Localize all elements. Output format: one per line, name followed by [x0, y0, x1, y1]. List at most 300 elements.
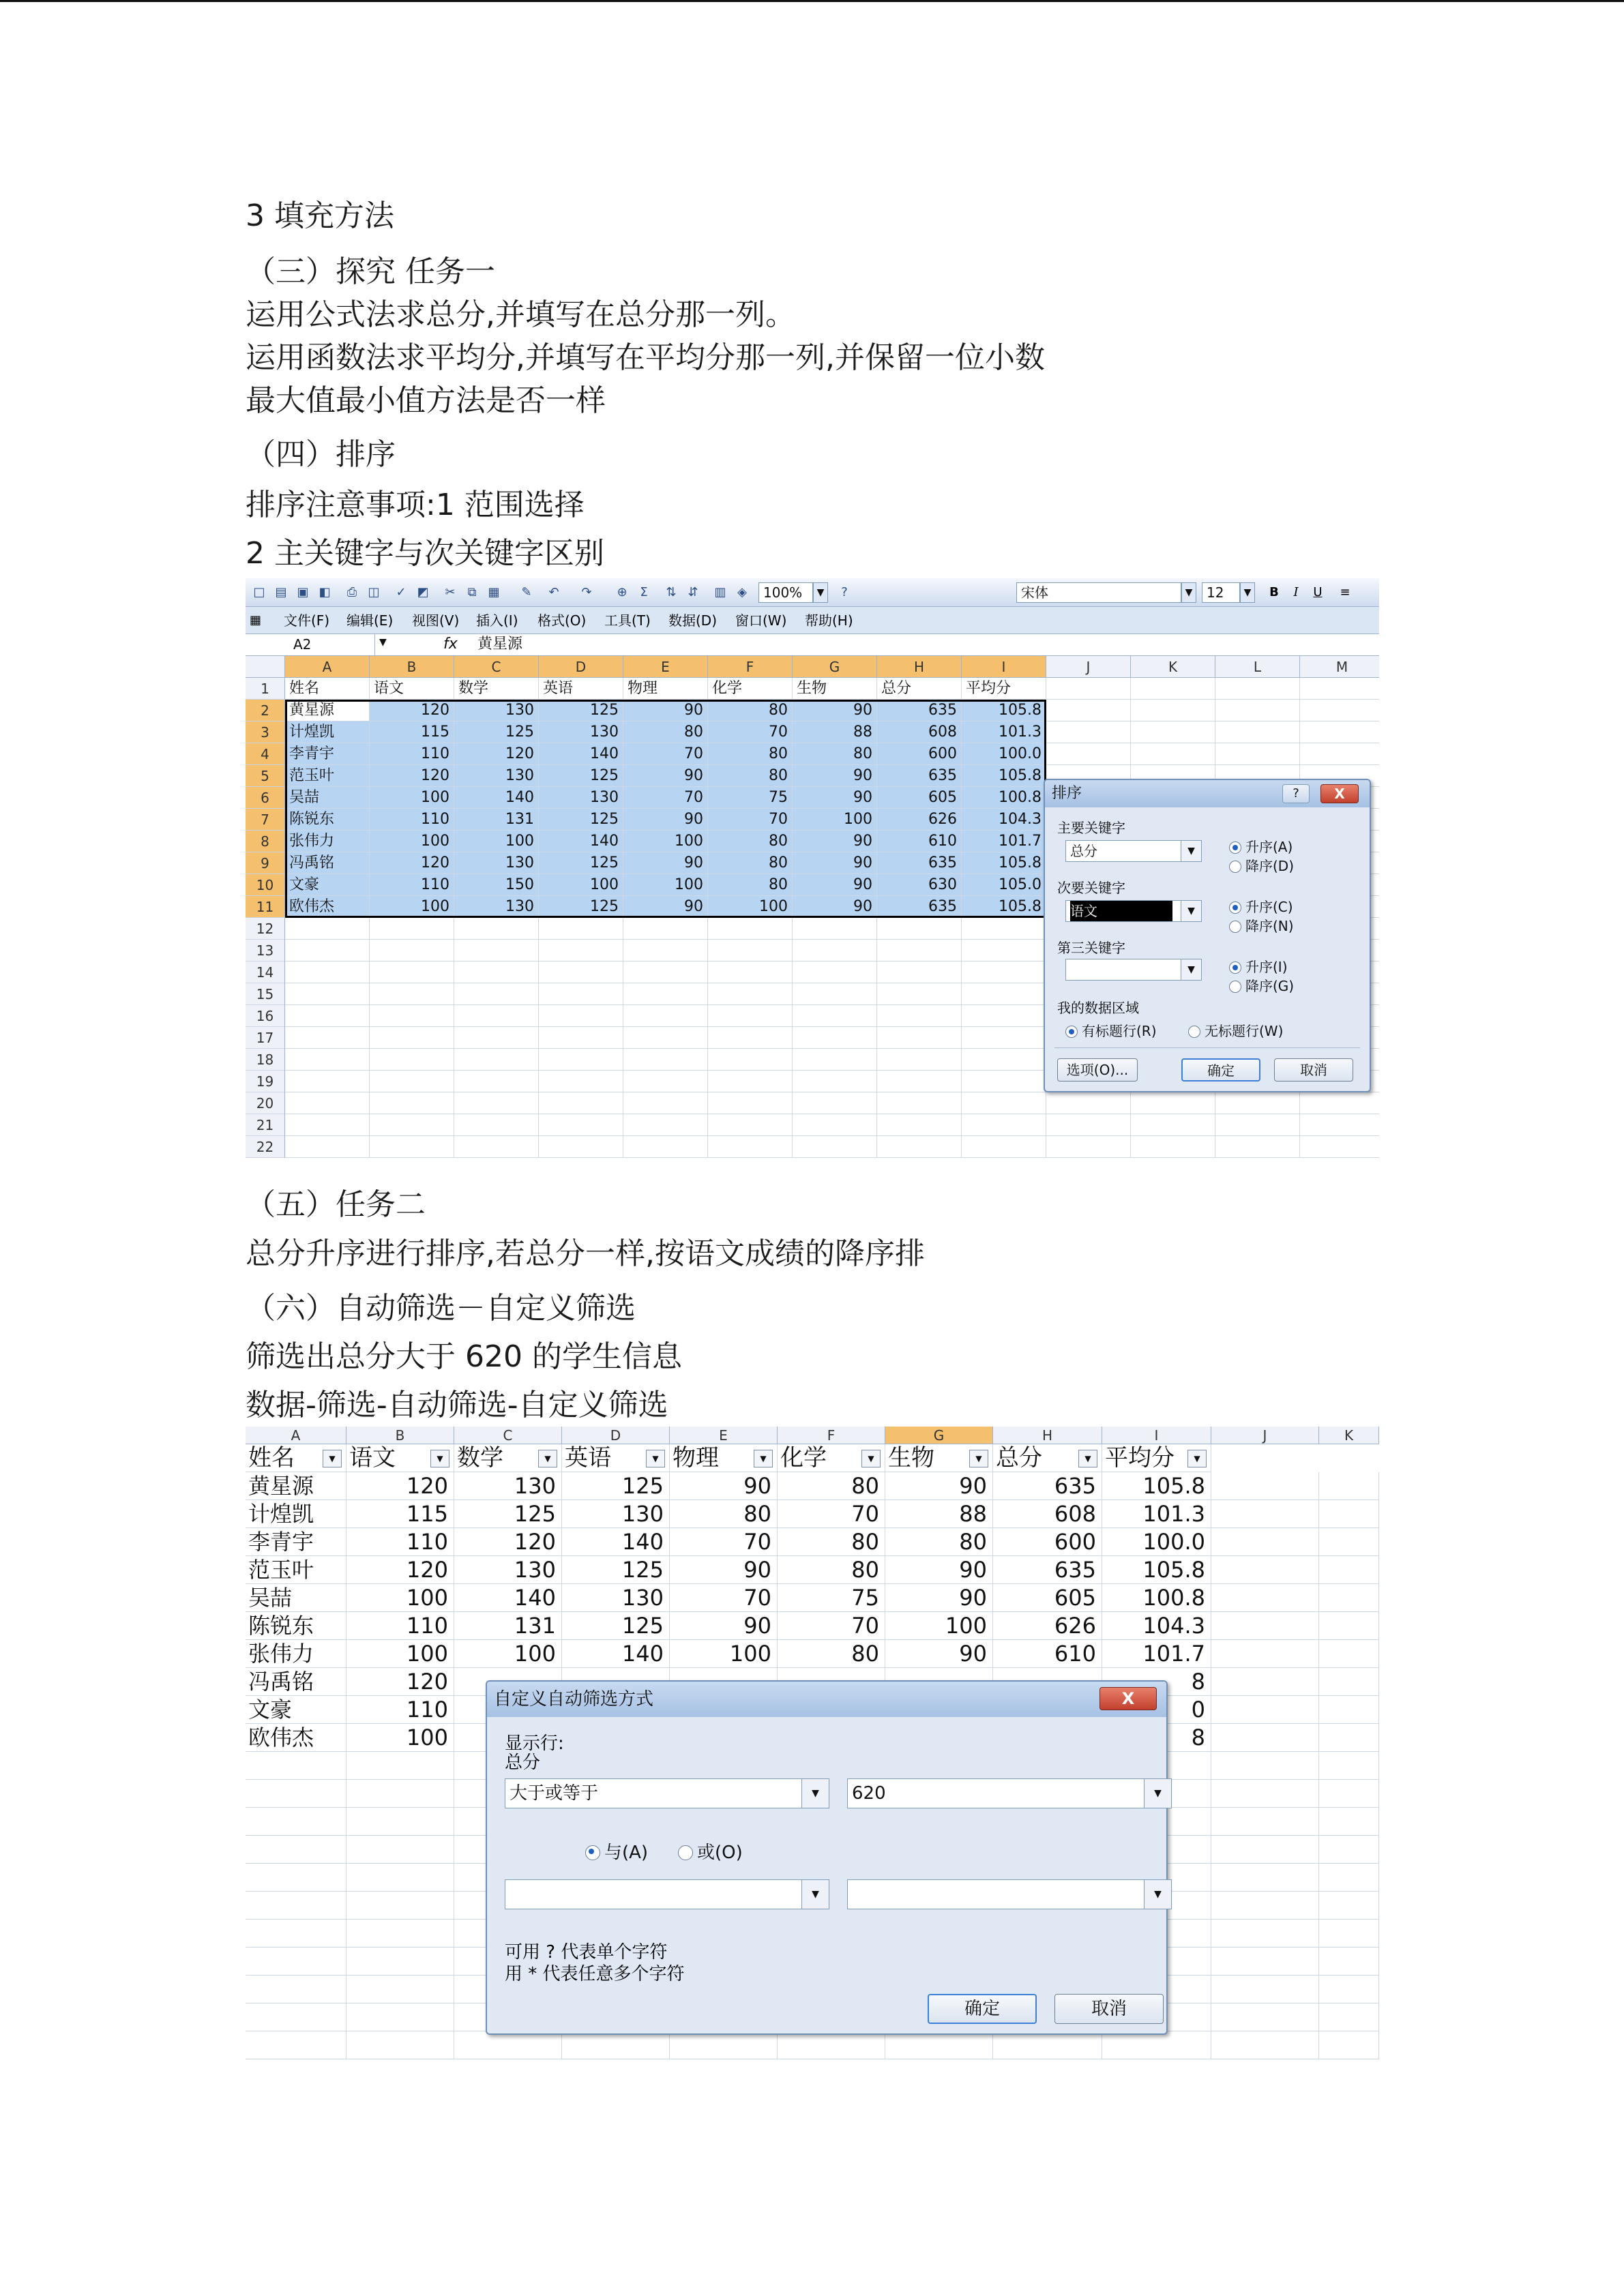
empty-cell[interactable] [708, 983, 793, 1005]
column-header-k[interactable]: K [1131, 656, 1215, 678]
menu-help[interactable]: 帮助(H) [805, 612, 853, 629]
data-cell[interactable]: 90 [670, 1612, 778, 1640]
data-cell[interactable]: 105.8 [962, 852, 1046, 874]
chevron-down-icon[interactable]: ▼ [1181, 959, 1201, 980]
data-cell[interactable]: 101.7 [962, 831, 1046, 852]
copy-icon[interactable]: ⧉ [467, 585, 477, 599]
empty-cell[interactable] [1211, 1920, 1319, 1948]
empty-cell[interactable] [1215, 700, 1300, 721]
data-cell[interactable]: 李青宇 [285, 743, 370, 765]
bold-button[interactable]: B [1269, 585, 1279, 599]
column-header-d[interactable]: D [562, 1427, 670, 1444]
empty-cell[interactable] [962, 1005, 1046, 1027]
help-icon[interactable]: ? [841, 585, 848, 599]
empty-cell[interactable] [1319, 1500, 1379, 1528]
empty-cell[interactable] [708, 1092, 793, 1114]
data-cell[interactable]: 0 [1102, 1696, 1211, 1724]
header-cell[interactable]: 数学 [454, 678, 539, 700]
data-cell[interactable]: 80 [670, 1500, 778, 1528]
data-cell[interactable]: 110 [346, 1528, 454, 1556]
secondary-desc-radio[interactable]: 降序(N) [1229, 918, 1294, 934]
empty-cell[interactable] [1211, 1584, 1319, 1612]
condition2-operator-select[interactable] [505, 1879, 829, 1909]
empty-cell[interactable] [793, 1092, 877, 1114]
empty-cell[interactable] [1211, 1808, 1319, 1836]
data-cell[interactable]: 125 [562, 1472, 670, 1500]
empty-cell[interactable] [1211, 2003, 1319, 2031]
empty-cell[interactable] [539, 918, 623, 940]
column-header-f[interactable]: F [708, 656, 793, 678]
column-header-e[interactable]: E [670, 1427, 778, 1444]
menu-window[interactable]: 窗口(W) [735, 612, 787, 629]
empty-cell[interactable] [1319, 1892, 1379, 1920]
font-dropdown[interactable]: ▼ [1181, 582, 1196, 603]
column-header-a[interactable]: A [285, 656, 370, 678]
header-cell[interactable]: 物理 [623, 678, 708, 700]
row-header[interactable]: 2 [246, 700, 285, 721]
data-cell[interactable]: 130 [562, 1584, 670, 1612]
spelling-icon[interactable]: ✓ [396, 585, 407, 599]
data-cell[interactable]: 600 [877, 743, 962, 765]
research-icon[interactable]: ◩ [417, 585, 429, 599]
data-cell[interactable]: 80 [708, 874, 793, 896]
data-cell[interactable]: 110 [370, 874, 454, 896]
data-cell[interactable]: 608 [993, 1500, 1102, 1528]
filter-header-cell[interactable] [670, 1444, 778, 1472]
print-icon[interactable]: ⎙ [346, 585, 357, 599]
empty-cell[interactable] [246, 1976, 346, 2003]
chevron-down-icon[interactable]: ▼ [1181, 901, 1201, 921]
filter-dropdown-icon[interactable]: ▼ [969, 1450, 988, 1467]
chevron-down-icon[interactable]: ▼ [1144, 1779, 1171, 1808]
data-cell[interactable]: 80 [708, 852, 793, 874]
data-cell[interactable]: 70 [778, 1500, 885, 1528]
empty-cell[interactable] [1131, 721, 1215, 743]
empty-cell[interactable] [993, 2031, 1102, 2059]
data-cell[interactable]: 626 [993, 1612, 1102, 1640]
empty-cell[interactable] [1046, 743, 1131, 765]
empty-cell[interactable] [623, 1092, 708, 1114]
data-cell[interactable]: 140 [454, 787, 539, 809]
header-cell[interactable]: 英语 [539, 678, 623, 700]
ok-button[interactable]: 确定 [928, 1994, 1037, 2024]
data-cell[interactable]: 140 [562, 1528, 670, 1556]
filter-dropdown-icon[interactable]: ▼ [1078, 1450, 1097, 1467]
data-cell[interactable]: 欧伟杰 [246, 1724, 346, 1752]
filter-header-cell[interactable] [562, 1444, 670, 1472]
empty-cell[interactable] [708, 1071, 793, 1092]
empty-cell[interactable] [778, 2031, 885, 2059]
data-cell[interactable]: 欧伟杰 [285, 896, 370, 918]
data-cell[interactable]: 608 [877, 721, 962, 743]
empty-cell[interactable] [285, 961, 370, 983]
data-cell[interactable]: 8 [1102, 1668, 1211, 1696]
empty-cell[interactable] [539, 1114, 623, 1136]
chevron-down-icon[interactable]: ▼ [801, 1779, 829, 1808]
data-cell[interactable]: 125 [454, 1500, 562, 1528]
chevron-down-icon[interactable]: ▼ [1144, 1880, 1171, 1909]
data-cell[interactable]: 140 [539, 831, 623, 852]
empty-cell[interactable] [793, 961, 877, 983]
empty-cell[interactable] [1046, 1136, 1131, 1158]
data-cell[interactable]: 80 [708, 765, 793, 787]
empty-cell[interactable] [1319, 1584, 1379, 1612]
empty-cell[interactable] [1300, 721, 1379, 743]
empty-cell[interactable] [623, 983, 708, 1005]
data-cell[interactable]: 131 [454, 809, 539, 831]
empty-cell[interactable] [285, 1071, 370, 1092]
data-cell[interactable]: 125 [539, 852, 623, 874]
data-cell[interactable]: 125 [539, 765, 623, 787]
empty-cell[interactable] [1300, 1092, 1379, 1114]
data-cell[interactable]: 70 [670, 1528, 778, 1556]
close-button[interactable]: X [1099, 1687, 1157, 1710]
or-radio[interactable]: 或(O) [678, 1843, 743, 1863]
format-painter-icon[interactable]: ✎ [521, 585, 532, 599]
data-cell[interactable]: 635 [877, 700, 962, 721]
empty-cell[interactable] [346, 1976, 454, 2003]
header-cell[interactable]: 化学 [708, 678, 793, 700]
empty-cell[interactable] [1102, 2031, 1211, 2059]
data-cell[interactable]: 130 [454, 852, 539, 874]
empty-cell[interactable] [539, 1092, 623, 1114]
empty-cell[interactable] [1131, 700, 1215, 721]
empty-cell[interactable] [877, 1092, 962, 1114]
column-header-c[interactable]: C [454, 656, 539, 678]
data-cell[interactable]: 80 [708, 743, 793, 765]
empty-cell[interactable] [708, 1114, 793, 1136]
italic-button[interactable]: I [1293, 585, 1299, 599]
font-size-box[interactable]: 12 [1202, 582, 1240, 603]
empty-cell[interactable] [1211, 1976, 1319, 2003]
empty-cell[interactable] [370, 1027, 454, 1049]
data-cell[interactable]: 100.0 [1102, 1528, 1211, 1556]
data-cell[interactable]: 80 [623, 721, 708, 743]
row-header[interactable]: 20 [246, 1092, 285, 1114]
data-cell[interactable]: 140 [562, 1640, 670, 1668]
data-cell[interactable]: 吴喆 [285, 787, 370, 809]
empty-cell[interactable] [962, 1027, 1046, 1049]
empty-cell[interactable] [539, 1027, 623, 1049]
column-header-f[interactable]: F [778, 1427, 885, 1444]
empty-cell[interactable] [877, 1136, 962, 1158]
data-cell[interactable]: 130 [454, 765, 539, 787]
filter-dropdown-icon[interactable]: ▼ [646, 1450, 665, 1467]
data-cell[interactable]: 90 [793, 852, 877, 874]
empty-cell[interactable] [962, 1071, 1046, 1092]
data-cell[interactable]: 100 [454, 831, 539, 852]
header-cell[interactable] [1131, 678, 1215, 700]
data-cell[interactable]: 90 [885, 1584, 993, 1612]
row-header[interactable]: 17 [246, 1027, 285, 1049]
data-cell[interactable]: 100 [793, 809, 877, 831]
data-cell[interactable]: 105.8 [962, 700, 1046, 721]
data-cell[interactable]: 115 [370, 721, 454, 743]
filter-header-cell[interactable] [454, 1444, 562, 1472]
has-header-radio[interactable]: 有标题行(R) [1065, 1023, 1157, 1039]
hyperlink-icon[interactable]: ⊕ [617, 585, 628, 599]
empty-cell[interactable] [285, 1136, 370, 1158]
empty-cell[interactable] [370, 1071, 454, 1092]
empty-cell[interactable] [1300, 1114, 1379, 1136]
empty-cell[interactable] [346, 2031, 454, 2059]
row-header[interactable]: 16 [246, 1005, 285, 1027]
data-cell[interactable]: 张伟力 [246, 1640, 346, 1668]
menu-view[interactable]: 视图(V) [412, 612, 460, 629]
data-cell[interactable]: 110 [370, 743, 454, 765]
primary-key-select[interactable] [1065, 840, 1202, 862]
data-cell[interactable]: 635 [877, 765, 962, 787]
menu-format[interactable]: 格式(O) [537, 612, 587, 629]
data-cell[interactable]: 80 [778, 1640, 885, 1668]
empty-cell[interactable] [539, 983, 623, 1005]
column-header-j[interactable]: J [1211, 1427, 1319, 1444]
filter-header-cell[interactable] [346, 1444, 454, 1472]
primary-desc-radio[interactable]: 降序(D) [1229, 858, 1294, 874]
row-header[interactable]: 21 [246, 1114, 285, 1136]
data-cell[interactable]: 610 [993, 1640, 1102, 1668]
empty-cell[interactable] [1319, 1808, 1379, 1836]
row-header[interactable]: 8 [246, 831, 285, 852]
data-cell[interactable]: 630 [877, 874, 962, 896]
empty-cell[interactable] [346, 1948, 454, 1976]
empty-cell[interactable] [1211, 1528, 1319, 1556]
sort-descending-icon[interactable]: ⇵ [688, 585, 698, 599]
empty-cell[interactable] [1319, 1668, 1379, 1696]
empty-cell[interactable] [623, 1114, 708, 1136]
empty-cell[interactable] [1211, 2031, 1319, 2059]
data-cell[interactable]: 125 [539, 809, 623, 831]
fx-icon[interactable]: fx [443, 636, 458, 653]
empty-cell[interactable] [539, 1049, 623, 1071]
empty-cell[interactable] [1046, 1114, 1131, 1136]
empty-cell[interactable] [1131, 743, 1215, 765]
empty-cell[interactable] [370, 1114, 454, 1136]
data-cell[interactable]: 陈锐东 [285, 809, 370, 831]
data-cell[interactable]: 88 [793, 721, 877, 743]
header-cell[interactable] [1215, 678, 1300, 700]
data-cell[interactable]: 120 [370, 765, 454, 787]
empty-cell[interactable] [454, 983, 539, 1005]
empty-cell[interactable] [793, 983, 877, 1005]
empty-cell[interactable] [1215, 1136, 1300, 1158]
data-cell[interactable]: 范玉叶 [285, 765, 370, 787]
row-header[interactable]: 9 [246, 852, 285, 874]
data-cell[interactable]: 90 [793, 896, 877, 918]
empty-cell[interactable] [1319, 2003, 1379, 2031]
empty-cell[interactable] [962, 1136, 1046, 1158]
data-cell[interactable]: 70 [670, 1584, 778, 1612]
sort-ascending-icon[interactable]: ⇅ [666, 585, 677, 599]
empty-cell[interactable] [623, 1136, 708, 1158]
condition1-value-input[interactable] [847, 1778, 1172, 1808]
new-file-icon[interactable]: □ [253, 585, 265, 599]
data-cell[interactable]: 635 [993, 1556, 1102, 1584]
data-cell[interactable]: 101.3 [962, 721, 1046, 743]
data-cell[interactable]: 100 [623, 831, 708, 852]
empty-cell[interactable] [1319, 1780, 1379, 1808]
column-header-d[interactable]: D [539, 656, 623, 678]
empty-cell[interactable] [1215, 1114, 1300, 1136]
empty-cell[interactable] [1300, 743, 1379, 765]
empty-cell[interactable] [454, 940, 539, 961]
data-cell[interactable]: 吴喆 [246, 1584, 346, 1612]
primary-asc-radio[interactable]: 升序(A) [1229, 839, 1293, 855]
empty-cell[interactable] [1319, 1752, 1379, 1780]
data-cell[interactable]: 120 [346, 1556, 454, 1584]
empty-cell[interactable] [1319, 1864, 1379, 1892]
empty-cell[interactable] [1211, 1724, 1319, 1752]
empty-cell[interactable] [708, 1005, 793, 1027]
empty-cell[interactable] [623, 1071, 708, 1092]
empty-cell[interactable] [962, 1092, 1046, 1114]
condition2-value-input[interactable] [847, 1879, 1172, 1909]
empty-cell[interactable] [1319, 1696, 1379, 1724]
empty-cell[interactable] [285, 983, 370, 1005]
empty-cell[interactable] [539, 1005, 623, 1027]
empty-cell[interactable] [1319, 1640, 1379, 1668]
empty-cell[interactable] [246, 2003, 346, 2031]
data-cell[interactable]: 105.0 [962, 874, 1046, 896]
data-cell[interactable]: 80 [778, 1528, 885, 1556]
empty-cell[interactable] [962, 940, 1046, 961]
menu-edit[interactable]: 编辑(E) [346, 612, 394, 629]
redo-icon[interactable]: ↷ [581, 585, 592, 599]
empty-cell[interactable] [1211, 1780, 1319, 1808]
data-cell[interactable]: 文豪 [285, 874, 370, 896]
chevron-down-icon[interactable]: ▼ [801, 1880, 829, 1909]
empty-cell[interactable] [1211, 1472, 1319, 1500]
options-button[interactable]: 选项(O)... [1057, 1058, 1138, 1082]
empty-cell[interactable] [246, 1920, 346, 1948]
empty-cell[interactable] [370, 1005, 454, 1027]
formula-value[interactable]: 黄星源 [477, 636, 523, 653]
empty-cell[interactable] [877, 1114, 962, 1136]
data-cell[interactable]: 90 [885, 1472, 993, 1500]
help-button[interactable]: ? [1282, 784, 1310, 803]
ok-button[interactable]: 确定 [1181, 1058, 1260, 1082]
empty-cell[interactable] [1131, 1114, 1215, 1136]
data-cell[interactable]: 120 [454, 1528, 562, 1556]
filter-header-cell[interactable] [778, 1444, 885, 1472]
data-cell[interactable]: 90 [793, 700, 877, 721]
empty-cell[interactable] [962, 918, 1046, 940]
data-cell[interactable]: 90 [623, 700, 708, 721]
empty-cell[interactable] [1300, 700, 1379, 721]
header-cell[interactable] [1046, 678, 1131, 700]
data-cell[interactable]: 131 [454, 1612, 562, 1640]
data-cell[interactable]: 70 [623, 787, 708, 809]
data-cell[interactable]: 130 [562, 1500, 670, 1528]
filter-header-cell[interactable] [885, 1444, 993, 1472]
data-cell[interactable]: 90 [670, 1556, 778, 1584]
filter-dropdown-icon[interactable]: ▼ [861, 1450, 881, 1467]
empty-cell[interactable] [1211, 1864, 1319, 1892]
empty-cell[interactable] [346, 2003, 454, 2031]
data-cell[interactable]: 110 [346, 1612, 454, 1640]
empty-cell[interactable] [793, 1071, 877, 1092]
empty-cell[interactable] [246, 1948, 346, 1976]
align-left-icon[interactable]: ≡ [1340, 585, 1350, 599]
empty-cell[interactable] [454, 2031, 562, 2059]
empty-cell[interactable] [454, 918, 539, 940]
empty-cell[interactable] [1211, 1640, 1319, 1668]
empty-cell[interactable] [1211, 1668, 1319, 1696]
data-cell[interactable]: 105.8 [1102, 1472, 1211, 1500]
data-cell[interactable]: 120 [370, 700, 454, 721]
data-cell[interactable]: 105.8 [962, 765, 1046, 787]
row-header[interactable]: 3 [246, 721, 285, 743]
data-cell[interactable]: 635 [877, 852, 962, 874]
empty-cell[interactable] [346, 1808, 454, 1836]
data-cell[interactable]: 70 [708, 721, 793, 743]
data-cell[interactable]: 120 [346, 1668, 454, 1696]
name-box-dropdown-icon[interactable]: ▼ [379, 637, 387, 648]
empty-cell[interactable] [562, 2031, 670, 2059]
data-cell[interactable]: 100 [623, 874, 708, 896]
column-header-g[interactable]: G [793, 656, 877, 678]
empty-cell[interactable] [370, 1092, 454, 1114]
data-cell[interactable]: 75 [708, 787, 793, 809]
empty-cell[interactable] [962, 1114, 1046, 1136]
data-cell[interactable]: 130 [454, 700, 539, 721]
name-box[interactable]: A2 [246, 634, 375, 656]
empty-cell[interactable] [246, 2031, 346, 2059]
data-cell[interactable]: 李青宇 [246, 1528, 346, 1556]
data-cell[interactable]: 90 [793, 787, 877, 809]
header-cell[interactable]: 姓名 [285, 678, 370, 700]
empty-cell[interactable] [285, 1027, 370, 1049]
data-cell[interactable]: 80 [793, 743, 877, 765]
data-cell[interactable]: 计煌凯 [285, 721, 370, 743]
empty-cell[interactable] [285, 1092, 370, 1114]
empty-cell[interactable] [285, 1114, 370, 1136]
data-cell[interactable]: 100 [370, 787, 454, 809]
empty-cell[interactable] [877, 1049, 962, 1071]
data-cell[interactable]: 张伟力 [285, 831, 370, 852]
empty-cell[interactable] [285, 1049, 370, 1071]
empty-cell[interactable] [1211, 1556, 1319, 1584]
empty-cell[interactable] [1211, 1612, 1319, 1640]
menu-insert[interactable]: 插入(I) [476, 612, 518, 629]
workbook-icon[interactable]: ▦ [250, 613, 262, 627]
data-cell[interactable]: 黄星源 [246, 1472, 346, 1500]
empty-cell[interactable] [623, 940, 708, 961]
data-cell[interactable]: 70 [708, 809, 793, 831]
row-header[interactable]: 1 [246, 678, 285, 700]
empty-cell[interactable] [877, 961, 962, 983]
data-cell[interactable]: 120 [346, 1472, 454, 1500]
data-cell[interactable]: 80 [708, 831, 793, 852]
row-header[interactable]: 18 [246, 1049, 285, 1071]
data-cell[interactable]: 计煌凯 [246, 1500, 346, 1528]
data-cell[interactable]: 120 [454, 743, 539, 765]
data-cell[interactable]: 80 [708, 700, 793, 721]
column-header-k[interactable]: K [1319, 1427, 1379, 1444]
empty-cell[interactable] [623, 961, 708, 983]
column-header-i[interactable]: I [962, 656, 1046, 678]
empty-cell[interactable] [246, 1864, 346, 1892]
empty-cell[interactable] [623, 1005, 708, 1027]
empty-cell[interactable] [454, 1114, 539, 1136]
data-cell[interactable]: 100 [346, 1640, 454, 1668]
empty-cell[interactable] [246, 1752, 346, 1780]
empty-cell[interactable] [1211, 1836, 1319, 1864]
data-cell[interactable]: 100 [346, 1584, 454, 1612]
data-cell[interactable]: 605 [877, 787, 962, 809]
data-cell[interactable]: 文豪 [246, 1696, 346, 1724]
data-cell[interactable]: 115 [346, 1500, 454, 1528]
